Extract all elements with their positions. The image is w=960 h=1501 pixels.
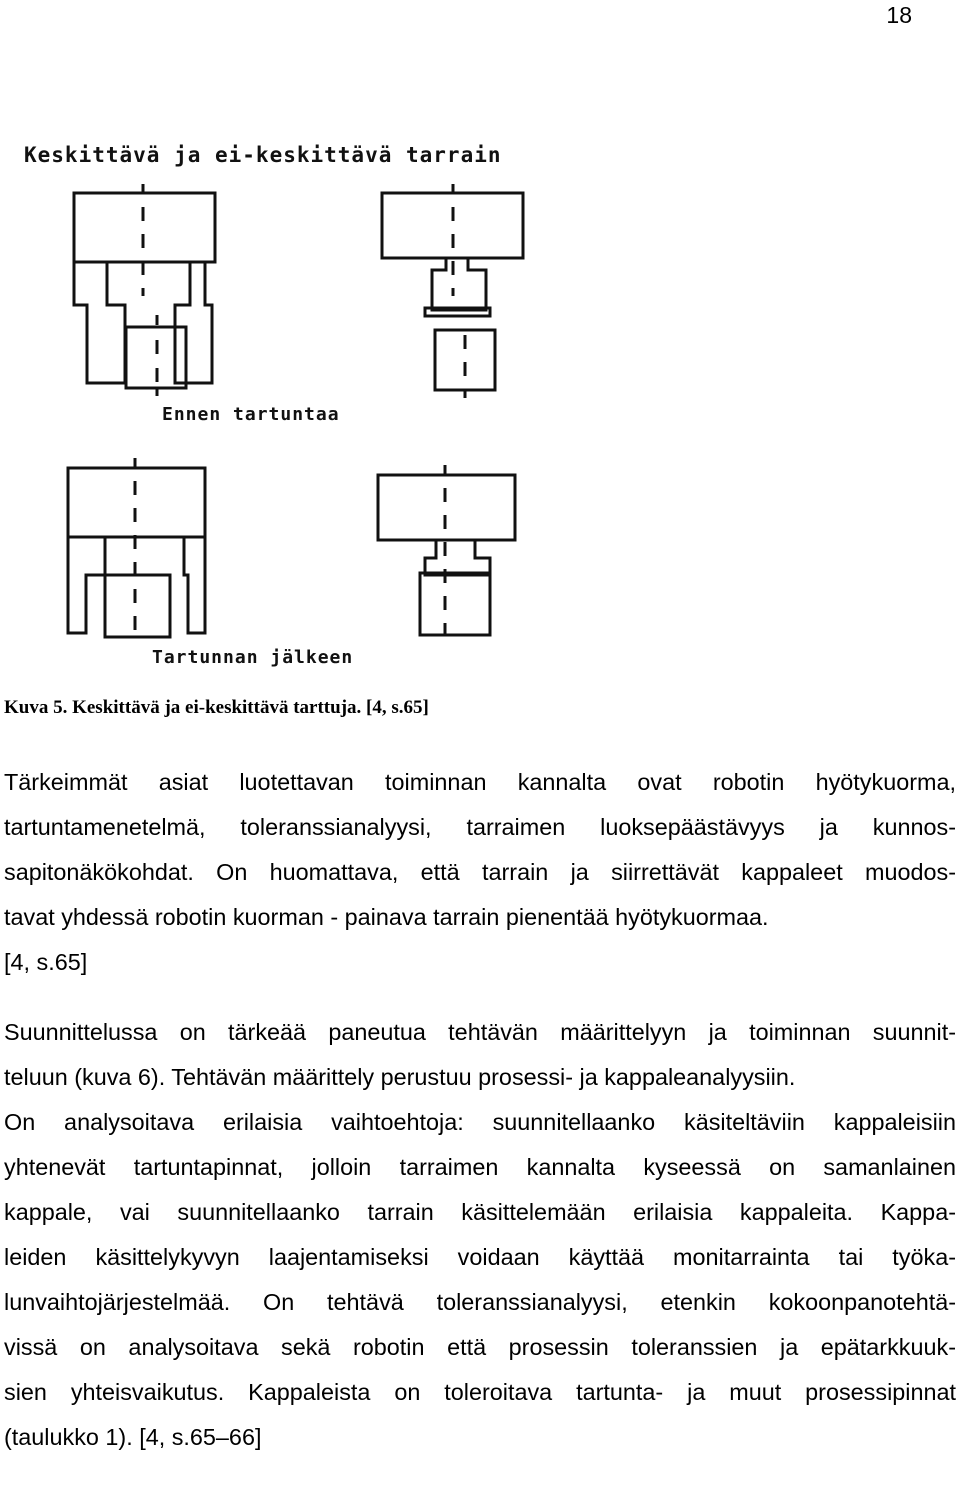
- figure-label-after: Tartunnan jälkeen: [152, 647, 354, 668]
- paragraph-line: sien yhteisvaikutus. Kappaleista on toleroitava tartunta- ja muut prosessipinnat: [4, 1379, 956, 1405]
- paragraph-line: tartuntamenetelmä, toleranssianalyysi, tarraimen luoksepäästävyys ja kunnos-: [4, 814, 956, 840]
- paragraph-line: kappale, vai suunnitellaanko tarrain käsittelemään erilaisia kappaleita. Kappa-: [4, 1199, 956, 1225]
- paragraph-line: Tärkeimmät asiat luotettavan toiminnan kannalta ovat robotin hyötykuorma,: [4, 769, 956, 795]
- paragraph-2: [4, 1010, 956, 1460]
- gripper-figure: [0, 130, 960, 680]
- paragraph-line: vissä on analysoitava sekä robotin että prosessin toleranssien ja epätarkkuuk-: [4, 1334, 956, 1360]
- centering-gripper-after: [68, 458, 205, 637]
- paragraph-line: [4, s.65]: [4, 949, 88, 975]
- page-number: 18: [886, 2, 912, 28]
- figure-label-before: Ennen tartuntaa: [162, 404, 340, 425]
- paragraph-line: leiden käsittelykyvyn laajentamiseksi voidaan käyttää monitarrainta tai työka-: [4, 1244, 956, 1270]
- paragraph-line: (taulukko 1). [4, s.65–66]: [4, 1424, 262, 1450]
- non-centering-gripper-before: [382, 184, 523, 398]
- paragraph-line: sapitonäkökohdat. On huomattava, että tarrain ja siirrettävät kappaleet muodos-: [4, 859, 956, 885]
- paragraph-line: teluun (kuva 6). Tehtävän määrittely perustuu prosessi- ja kappaleanalyysiin.: [4, 1064, 796, 1090]
- figure-caption: Kuva 5. Keskittävä ja ei-keskittävä tarttuja. [4, s.65]: [4, 697, 429, 718]
- paragraph-line: tavat yhdessä robotin kuorman - painava tarrain pienentää hyötykuormaa.: [4, 904, 769, 930]
- paragraph-line: lunvaihtojärjestelmää. On tehtävä toleranssianalyysi, etenkin kokoonpanotehtä-: [4, 1289, 956, 1315]
- paragraph-line: On analysoitava erilaisia vaihtoehtoja: suunnitellaanko käsiteltäviin kappaleisiin: [4, 1109, 956, 1135]
- centering-gripper-before: [74, 184, 215, 396]
- gripper-diagram: [0, 130, 960, 680]
- figure-title: Keskittävä ja ei-keskittävä tarrain: [24, 143, 502, 167]
- non-centering-gripper-after: [378, 465, 515, 635]
- paragraph-1: [4, 760, 956, 985]
- paragraph-line: Suunnittelussa on tärkeää paneutua tehtävän määrittelyyn ja toiminnan suunnit-: [4, 1019, 956, 1045]
- paragraph-line: yhtenevät tartuntapinnat, jolloin tarraimen kannalta kyseessä on samanlainen: [4, 1154, 956, 1180]
